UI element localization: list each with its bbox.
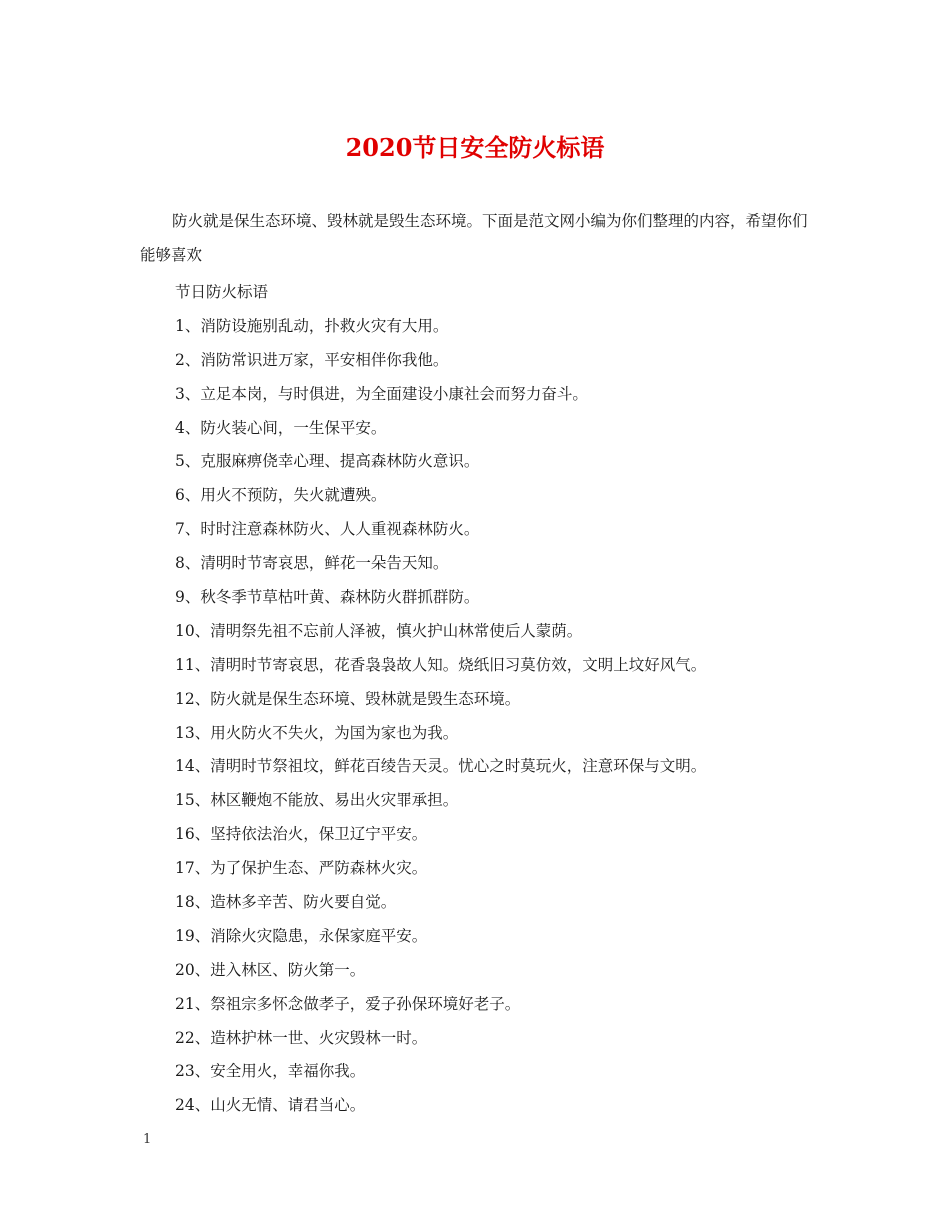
page-number: 1: [143, 1132, 152, 1147]
list-item: 23、安全用火，幸福你我。: [175, 1062, 366, 1081]
list-item: 13、用火防火不失火，为国为家也为我。: [175, 723, 459, 742]
list-item: 15、林区鞭炮不能放、易出火灾罪承担。: [175, 791, 459, 810]
list-item: 6、用火不预防，失火就遭殃。: [175, 486, 387, 505]
list-item: 1、消防设施别乱动，扑救火灾有大用。: [175, 316, 449, 335]
list-item: 11、清明时节寄哀思，花香袅袅故人知。烧纸旧习莫仿效，文明上坟好风气。: [175, 655, 707, 674]
section-heading: 节日防火标语: [175, 283, 269, 301]
list-item: 7、时时注意森林防火、人人重视森林防火。: [175, 520, 480, 539]
list-item: 22、造林护林一世、火灾毁林一时。: [175, 1028, 428, 1047]
list-item: 18、造林多辛苦、防火要自觉。: [175, 893, 397, 912]
list-item: 10、清明祭先祖不忘前人泽被，慎火护山林常使后人蒙荫。: [175, 621, 583, 640]
slogan-list: [175, 276, 835, 1123]
list-item: 21、祭祖宗多怀念做孝子，爱子孙保环境好老子。: [175, 994, 521, 1013]
list-item: 4、防火装心间，一生保平安。: [175, 418, 387, 437]
list-item: 24、山火无情、请君当心。: [175, 1096, 366, 1115]
list-item: 9、秋冬季节草枯叶黄、森林防火群抓群防。: [175, 588, 480, 607]
page-title: 2020节日安全防火标语: [345, 133, 605, 162]
list-item: 20、进入林区、防火第一。: [175, 960, 366, 979]
list-item: 3、立足本岗，与时俱进，为全面建设小康社会而努力奋斗。: [175, 384, 588, 403]
list-item: 19、消除火灾隐患，永保家庭平安。: [175, 926, 428, 945]
list-item: 8、清明时节寄哀思，鲜花一朵告天知。: [175, 554, 449, 573]
list-item: 12、防火就是保生态环境、毁林就是毁生态环境。: [175, 689, 521, 708]
list-item: 16、坚持依法治火，保卫辽宁平安。: [175, 825, 428, 844]
list-item: 2、消防常识进万家，平安相伴你我他。: [175, 350, 449, 369]
list-item: 17、为了保护生态、严防森林火灾。: [175, 859, 428, 878]
list-item: 14、清明时节祭祖坟，鲜花百绫告天灵。忧心之时莫玩火，注意环保与文明。: [175, 757, 707, 776]
intro-paragraph: 防火就是保生态环境、毁林就是毁生态环境。下面是范文网小编为你们整理的内容，希望你们能够喜欢: [140, 212, 808, 264]
list-item: 5、克服麻痹侥幸心理、提高森林防火意识。: [175, 452, 480, 471]
